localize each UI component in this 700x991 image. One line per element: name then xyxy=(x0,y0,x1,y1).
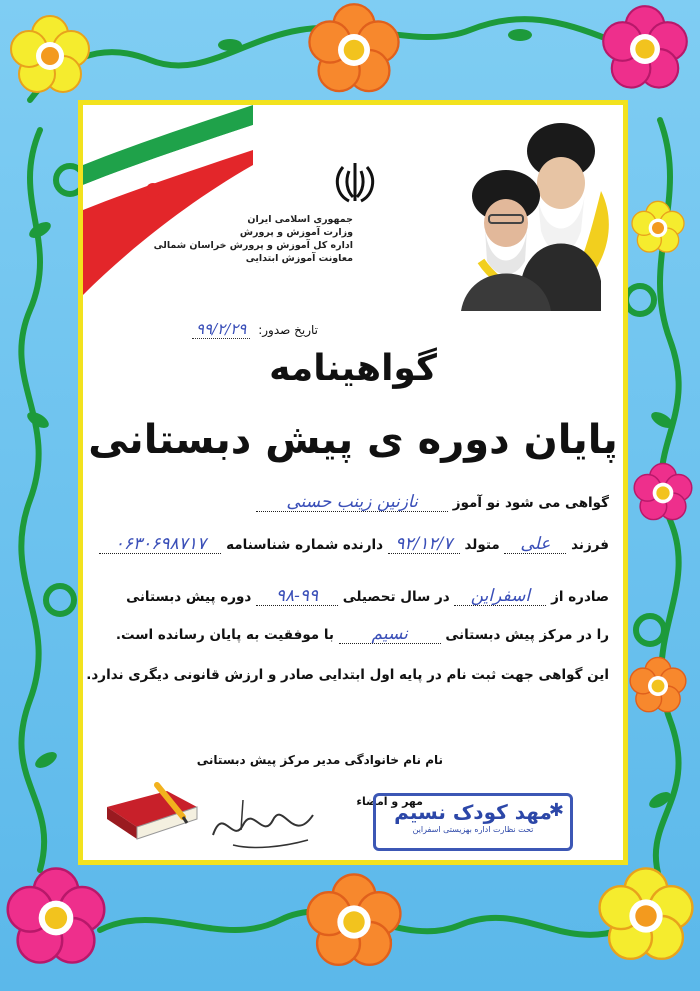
star-icon: ✱ xyxy=(548,800,564,821)
line1-prefix: گواهی می شود نو آموز xyxy=(452,495,609,511)
flower-decoration xyxy=(596,866,696,966)
org-line: معاونت آموزش ابتدایی xyxy=(245,253,353,264)
issuer-organization xyxy=(133,213,353,265)
stamp-sub-text: تحت نظارت اداره بهزیستی اسفراین xyxy=(412,825,534,834)
completed-text: با موفقیت به پایان رسانده است. xyxy=(115,627,334,643)
student-name-field: نازنین زینب حسنی xyxy=(256,493,448,512)
course-label: دوره پیش دبستانی xyxy=(126,589,252,605)
certificate-subtitle: پایان دوره ی پیش دبستانی xyxy=(88,417,618,463)
stamp-main-text: مهد کودک نسیم xyxy=(394,800,552,824)
flower-decoration xyxy=(8,14,92,98)
issue-place-field: اسفراین xyxy=(454,587,546,606)
flower-decoration xyxy=(600,4,690,94)
child-of-label: فرزند xyxy=(571,537,609,553)
id-label: دارنده شماره شناسنامه xyxy=(226,537,384,553)
org-line: جمهوری اسلامی ایران xyxy=(247,214,353,225)
body-line-identity xyxy=(99,535,609,554)
manager-label: نام نام خانوادگی مدیر مرکز پیش دبستانی xyxy=(196,753,443,767)
org-line: اداره کل آموزش و پرورش خراسان شمالی xyxy=(153,240,353,251)
iran-flag-ribbon xyxy=(83,105,253,305)
seal-signature-label: مهر و امضاء xyxy=(356,795,423,808)
issued-from-label: صادره از xyxy=(551,589,609,605)
flower-decoration xyxy=(628,656,688,716)
flower-decoration xyxy=(306,2,402,98)
org-line: وزارت آموزش و پرورش xyxy=(239,227,353,238)
kindergarten-stamp xyxy=(373,793,573,851)
certificate-title: گواهینامه xyxy=(269,348,437,389)
issue-date-label: تاریخ صدور: xyxy=(258,323,318,337)
center-name-field: نسیم xyxy=(339,625,441,644)
certificate-panel xyxy=(78,100,628,865)
flower-decoration xyxy=(304,872,404,972)
father-name-field: علی xyxy=(504,535,566,554)
body-line-issue xyxy=(126,587,609,606)
born-label: متولد xyxy=(464,537,500,553)
id-number-field: ۰۶۳۰۶۹۸۷۱۷ xyxy=(99,535,221,554)
body-line-center xyxy=(116,625,609,644)
iran-emblem-icon xyxy=(333,157,377,205)
school-year-field: ۹۸-۹۹ xyxy=(256,587,338,606)
flower-decoration xyxy=(632,462,694,524)
issue-date-value: ۹۹/۲/۲۹ xyxy=(192,320,250,339)
body-line-student xyxy=(256,493,609,512)
birth-date-field: ۹۲/۱۲/۷ xyxy=(388,535,460,554)
book-pencil-icon xyxy=(97,777,207,847)
school-year-label: در سال تحصیلی xyxy=(342,589,450,605)
signature-image xyxy=(203,795,323,855)
flower-decoration xyxy=(4,866,108,970)
at-center-label: را در مرکز پیش دبستانی xyxy=(445,627,609,643)
flower-decoration xyxy=(630,200,686,256)
body-line-note: این گواهی جهت ثبت نام در پایه اول ابتدایی صادر و ارزش قانونی دیگری ندارد. xyxy=(86,667,609,683)
issue-date-row xyxy=(192,320,318,338)
leaders-portrait-image xyxy=(451,111,611,311)
